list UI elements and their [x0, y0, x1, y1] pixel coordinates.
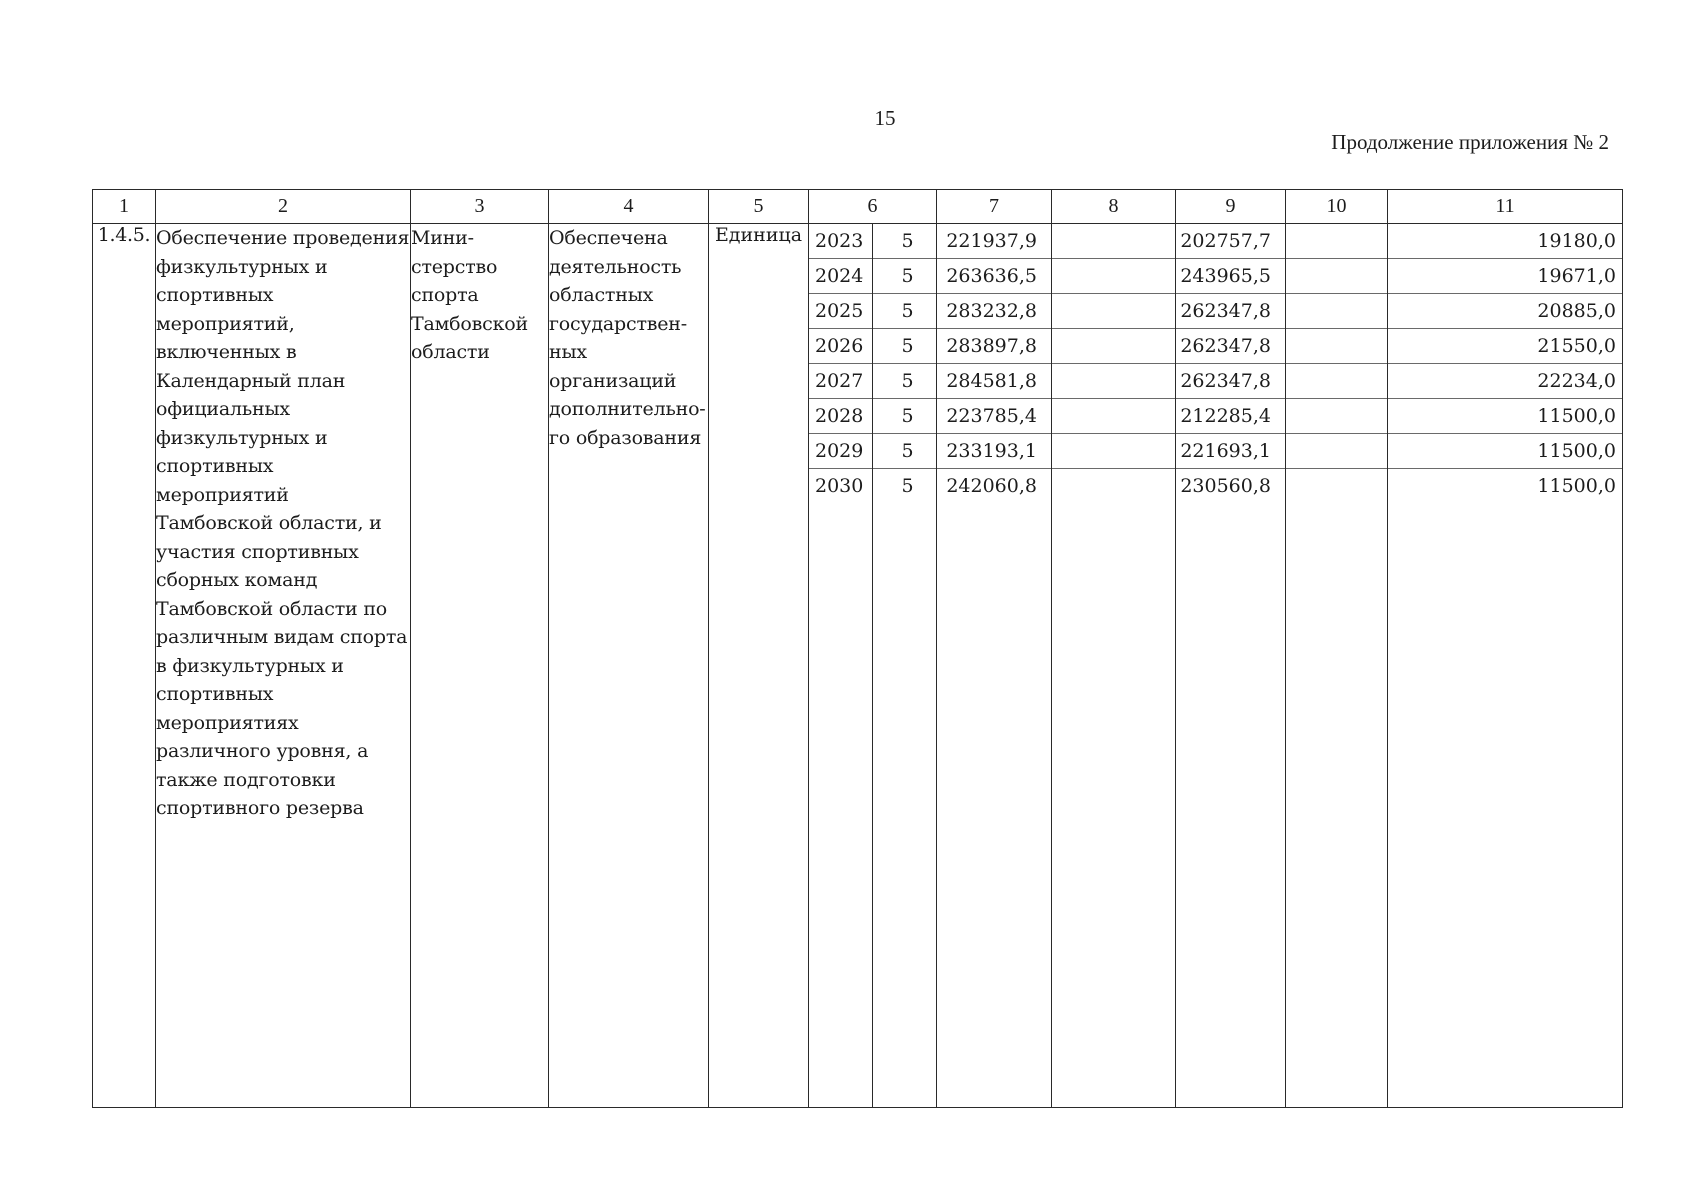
- header-col-11: 11: [1388, 190, 1623, 224]
- col8-value: [1052, 399, 1175, 434]
- col7-value: 221937,9: [937, 224, 1051, 259]
- year-2028: 2028: [809, 399, 872, 434]
- col10-value: [1286, 434, 1387, 469]
- header-col-2: 2: [156, 190, 411, 224]
- program-table-wrapper: [92, 189, 1622, 1108]
- header-col-6: 6: [809, 190, 937, 224]
- col8-value: [1052, 259, 1175, 294]
- col7-value: 223785,4: [937, 399, 1051, 434]
- indicator-value: 5: [873, 224, 936, 259]
- col10-funding: [1286, 224, 1388, 1108]
- col11-value: 21550,0: [1388, 329, 1622, 364]
- page-number: 15: [874, 106, 896, 130]
- header-col-9: 9: [1176, 190, 1286, 224]
- col10-value: [1286, 469, 1387, 504]
- col10-value: [1286, 329, 1387, 364]
- col7-total-funding: [937, 224, 1052, 1108]
- executor: Мини-стерство спорта Тамбовской области: [411, 224, 549, 1108]
- col9-value: 202757,7: [1176, 224, 1285, 259]
- col10-value: [1286, 399, 1387, 434]
- header-col-1: 1: [93, 190, 156, 224]
- year-list: [809, 224, 872, 504]
- col8-value: [1052, 434, 1175, 469]
- indicator-value: 5: [901, 475, 914, 497]
- unit-of-measure: Единица: [709, 224, 809, 1108]
- col11-value-list: [1388, 224, 1622, 504]
- col7-value: 233193,1: [937, 434, 1051, 469]
- col8-value: [1052, 469, 1175, 504]
- year-2030: 2030: [815, 475, 864, 497]
- event-name: Обеспечение проведения физкультурных и спортивных мероприятий, включенных в Календарный план официальных физкультурных и спортивных мероприятий Тамбовской области, и участия спортивных сборных команд Тамбовской области по различным видам спорта в физкультурных и спортивных мероприятиях различного уровня, а также подготовки спортивного резерва: [156, 224, 411, 1108]
- header-col-7: 7: [937, 190, 1052, 224]
- col9-value-list: [1176, 224, 1285, 504]
- col7-value: 242060,8: [946, 475, 1037, 497]
- col11-value: 22234,0: [1388, 364, 1622, 399]
- col7-value-list: [937, 224, 1051, 504]
- header-col-4: 4: [549, 190, 709, 224]
- indicator-value-column: [873, 224, 937, 1108]
- result-description: Обеспечена деятельность областных государствен-ных организаций дополнительно-го образования: [549, 224, 709, 1108]
- col10-value-list: [1286, 224, 1387, 504]
- col11-value: 20885,0: [1388, 294, 1622, 329]
- year-2027: 2027: [809, 364, 872, 399]
- year-2026: 2026: [809, 329, 872, 364]
- year-2029: 2029: [809, 434, 872, 469]
- col9-value: 212285,4: [1176, 399, 1285, 434]
- col10-value: [1286, 259, 1387, 294]
- header-col-5: 5: [709, 190, 809, 224]
- col7-value: 283232,8: [937, 294, 1051, 329]
- col8-value-list: [1052, 224, 1175, 504]
- col11-value: 11500,0: [1388, 434, 1622, 469]
- header-col-3: 3: [411, 190, 549, 224]
- header-row: [93, 190, 1623, 224]
- col10-value: [1286, 294, 1387, 329]
- col10-value: [1286, 224, 1387, 259]
- indicator-value: 5: [873, 294, 936, 329]
- col11-value: 19180,0: [1388, 224, 1622, 259]
- header-col-8: 8: [1052, 190, 1176, 224]
- col9-funding: [1176, 224, 1286, 1108]
- col8-funding: [1052, 224, 1176, 1108]
- header-col-10: 10: [1286, 190, 1388, 224]
- col11-funding: [1388, 224, 1623, 1108]
- year-2024: 2024: [809, 259, 872, 294]
- row-number: 1.4.5.: [93, 224, 156, 1108]
- appendix-continuation-note: Продолжение приложения № 2: [1331, 130, 1609, 154]
- col9-value: 262347,8: [1176, 329, 1285, 364]
- col8-value: [1052, 329, 1175, 364]
- year-column: [809, 224, 873, 1108]
- table-row: [93, 224, 1623, 1108]
- indicator-value: 5: [873, 259, 936, 294]
- col8-value: [1052, 294, 1175, 329]
- col7-value: 263636,5: [937, 259, 1051, 294]
- col10-value: [1286, 364, 1387, 399]
- col7-value: 284581,8: [937, 364, 1051, 399]
- col8-value: [1052, 224, 1175, 259]
- indicator-value: 5: [873, 364, 936, 399]
- indicator-value: 5: [873, 434, 936, 469]
- col9-value: 262347,8: [1176, 364, 1285, 399]
- col7-value: 283897,8: [937, 329, 1051, 364]
- col11-value: 11500,0: [1388, 399, 1622, 434]
- program-table: [92, 189, 1623, 1108]
- indicator-value: 5: [873, 399, 936, 434]
- year-2025: 2025: [809, 294, 872, 329]
- col11-value: 19671,0: [1388, 259, 1622, 294]
- col9-value: 221693,1: [1176, 434, 1285, 469]
- col9-value: 262347,8: [1176, 294, 1285, 329]
- col8-value: [1052, 364, 1175, 399]
- col9-value: 243965,5: [1176, 259, 1285, 294]
- indicator-value: 5: [873, 329, 936, 364]
- indicator-value-list: [873, 224, 936, 504]
- col9-value: 230560,8: [1180, 475, 1271, 497]
- col11-value: 11500,0: [1537, 475, 1616, 497]
- year-2023: 2023: [809, 224, 872, 259]
